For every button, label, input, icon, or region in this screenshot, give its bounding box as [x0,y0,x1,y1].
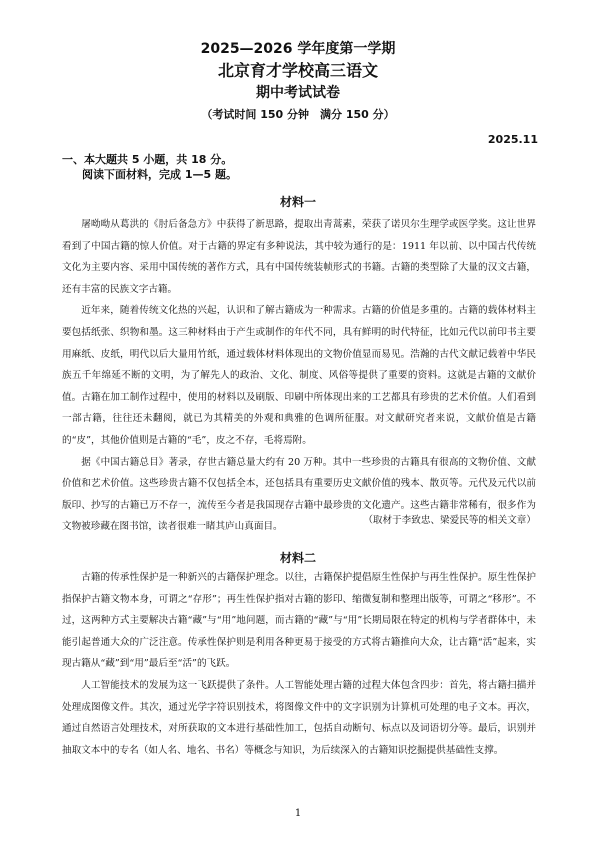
material-2-title: 材料二 [279,551,316,565]
exam-time-info: （考试时间 150 分钟 满分 150 分） [201,108,395,121]
paragraph: 据《中国古籍总目》著录，存世古籍总量大约有 20 万种。其中一些珍贵的古籍具有很高的文物价值、文献价值和艺术价值。这些珍贵古籍不仅包括全本，还包括具有重要历史文献价值的残本、散页等。元代及元代以前版印、抄写的古籍已万不存一，流传至今者是我国现存古籍中最珍贵的文化遗产。这些古籍非常稀有，很多作为文物被珍藏在图书馆，读者很难一睹其庐山真面目。 [62,456,536,533]
material-2-body [62,567,536,761]
section-instruction: 阅读下面材料，完成 1—5 题。 [82,168,237,181]
material-1-title: 材料一 [279,195,316,209]
paragraph: 人工智能技术的发展为这一飞跃提供了条件。人工智能处理古籍的过程大体包含四步：首先，将古籍扫描并处理成图像文件。其次，通过光学字符识别技术，将图像文件中的文字识别为计算机可处理的电子文本。再次，通过自然语言处理技术，对所获取的文本进行基础性加工，包括自动断句、标点以及词语切分等。最后，识别并抽取文本中的专名（如人名、地名、书名）等概念与知识，为后续深入的古籍知识挖掘提供基础性支撑。 [62,679,536,756]
paragraph: 屠呦呦从葛洪的《肘后备急方》中获得了新思路，提取出青蒿素，荣获了诺贝尔生理学或医学奖。这让世界看到了中国古籍的惊人价值。对于古籍的界定有多种说法，其中较为通行的是：1911 年以前、以中国古代传统文化为主要内容、采用中国传统的著作方式，具有中国传统装帧形式的书籍。古籍的类型除了大量的汉文古籍，还有丰富的民族文字古籍。 [62,219,536,295]
exam-title: 期中考试试卷 [256,85,340,101]
paragraph: 近年来，随着传统文化热的兴起，认识和了解古籍成为一种需求。古籍的价值是多重的。古籍的载体材料主要包括纸张、织物和墨。这三种材料由于产生或制作的年代不同，具有鲜明的时代特征，比如元代以前印书主要用麻纸、皮纸，明代以后大量用竹纸，通过载体材料体现出的文物价值显而易见。浩瀚的古代文献记载着中华民族五千年绵延不断的文明，为了解先人的政治、文化、制度、风俗等提供了重要的资料。这就是古籍的文献价值。古籍在加工制作过程中，使用的材料以及刷版、印刷中所体现出来的工艺都具有珍贵的艺术价值。人们看到一部古籍，往往还未翻阅，就已为其精美的外观和典雅的色调所征服。对文献研究者来说，文献价值是古籍的“皮”，其他价值则是古籍的“毛”，皮之不存，毛将焉附。 [62,305,536,446]
material-1-source: （取材于李致忠、梁爱民等的相关文章） [363,515,536,526]
academic-year-title: 2025—2026 学年度第一学期 [200,41,396,57]
material-1-body [62,214,536,538]
exam-date: 2025.11 [487,133,538,146]
paragraph: 古籍的传承性保护是一种新兴的古籍保护理念。以往，古籍保护提倡原生性保护与再生性保护。原生性保护指保护古籍文物本身，可谓之“存形”；再生性保护指对古籍的影印、缩微复制和整理出版等，可谓之“移形”。不过，这两种方式主要解决古籍“藏”与“用”地问题，而古籍的“藏”与“用”长期局限在特定的机构与学者群体中，未能引起普通大众的广泛注意。传承性保护则是利用各种更易于接受的方式将古籍推向大众，让古籍“活”起来，实现古籍从“藏”到“用”最后至“活”的飞跃。 [62,572,536,670]
school-course-title: 北京育才学校高三语文 [217,61,378,80]
section-heading: 一、本大题共 5 小题，共 18 分。 [62,153,233,166]
page-number: 1 [294,808,302,819]
